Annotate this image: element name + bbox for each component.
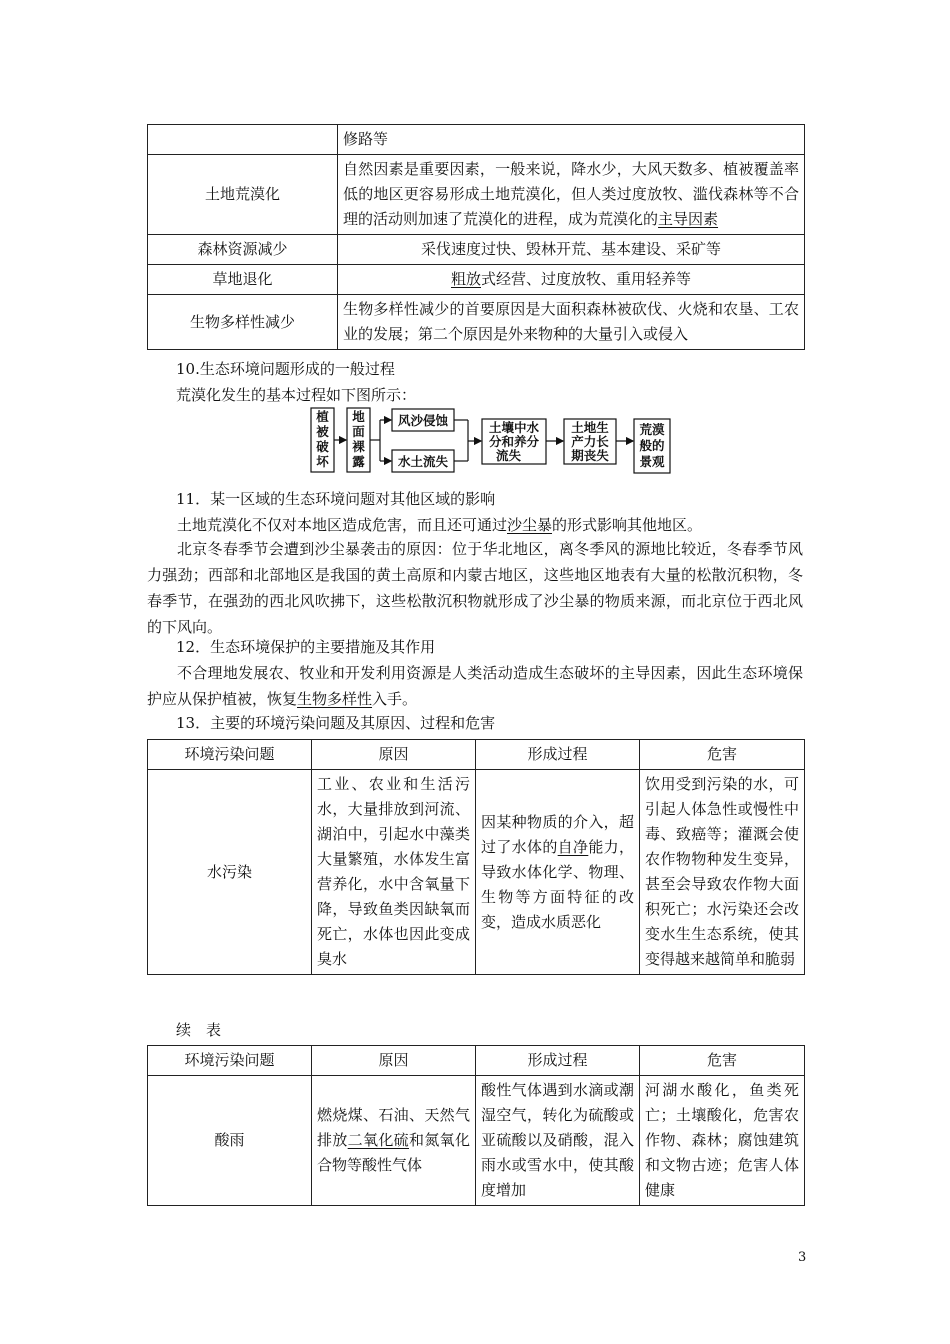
section-heading-13: 13．主要的环境污染问题及其原因、过程和危害 (176, 714, 496, 732)
table-row (148, 235, 805, 265)
flow-text: 坏 (316, 454, 329, 469)
table-cell (148, 125, 338, 155)
table-cell: 酸性气体遇到水滴或潮湿空气，转化为硫酸或亚硫酸以及硝酸，混入雨水或雪水中，使其酸度增加 (476, 1076, 640, 1206)
page-number: 3 (798, 1250, 807, 1265)
table-cell: 自然因素是重要因素，一般来说，降水少，大风天数多、植被覆盖率低的地区更容易形成土地荒漠化，但人类过度放牧、滥伐森林等不合理的活动则加速了荒漠化的进程，成为荒漠化的主导因素 (338, 155, 805, 235)
key-term: 沙尘暴 (507, 516, 553, 534)
table-cell: 生物多样性减少的首要原因是大面积森林被砍伐、火烧和农垦、工农业的发展；第二个原因是外来物种的大量引入或侵入 (338, 295, 805, 350)
row-label-biodiversity: 生物多样性减少 (148, 295, 338, 350)
flow-text: 分和养分 (488, 434, 540, 449)
pollution-problem: 水污染 (148, 770, 312, 975)
pollution-table (147, 739, 805, 975)
key-term: 生物多样性 (297, 690, 373, 708)
table-cell: 河湖水酸化，鱼类死亡；土壤酸化，危害农作物、森林；腐蚀建筑和文物古迹；危害人体健康 (640, 1076, 805, 1206)
flow-text: 流失 (496, 448, 522, 463)
flow-text: 裸 (352, 439, 365, 454)
table-header-row (148, 740, 805, 770)
table-cell: 粗放式经营、过度放牧、重用轻养等 (338, 265, 805, 295)
key-term: 自净 (557, 837, 589, 856)
pollution-problem: 酸雨 (148, 1076, 312, 1206)
flow-text: 破 (316, 439, 329, 454)
flow-text: 露 (352, 454, 365, 469)
column-header: 形成过程 (476, 1046, 640, 1076)
paragraph: 北京冬春季节会遭到沙尘暴袭击的原因：位于华北地区，离冬季风的源地比较近，冬春季节风力强劲；西部和北部地区是我国的黄土高原和内蒙古地区，这些地区地表有大量的松散沉积物，冬春季节，在强劲的西北风吹拂下，这些松散沉积物就形成了沙尘暴的物质来源，而北京位于西北风的下风向。 (147, 540, 803, 636)
flow-text: 植 (316, 409, 329, 424)
row-label-forest: 森林资源减少 (148, 235, 338, 265)
desertification-flow-diagram (310, 406, 672, 476)
ecology-problems-table (147, 124, 805, 350)
key-term: 主导因素 (658, 210, 719, 228)
table-header-row (148, 1046, 805, 1076)
section-heading-12: 12．生态环境保护的主要措施及其作用 (176, 638, 436, 656)
key-term: 二氧化硫 (347, 1131, 409, 1149)
pollution-table-continued (147, 1045, 805, 1206)
column-header: 环境污染问题 (148, 740, 312, 770)
column-header: 危害 (640, 1046, 805, 1076)
section-heading-10: 10.生态环境问题形成的一般过程 (176, 360, 395, 378)
column-header: 形成过程 (476, 740, 640, 770)
flow-text: 期丧失 (571, 448, 609, 463)
table-cell: 燃烧煤、石油、天然气排放二氧化硫和氮氧化合物等酸性气体 (312, 1076, 476, 1206)
table-row (148, 1076, 805, 1206)
table-cell: 工业、农业和生活污水，大量排放到河流、湖泊中，引起水中藻类大量繁殖，水体发生富营养化，水中含氧量下降，导致鱼类因缺氧而死亡，水体也因此变成臭水 (312, 770, 476, 975)
table-cell: 因某种物质的介入，超过了水体的自净能力，导致水体化学、物理、生物等方面特征的改变，造成水质恶化 (476, 770, 640, 975)
flow-text: 产力长 (571, 434, 609, 449)
table-row (148, 125, 805, 155)
flow-text: 面 (352, 424, 365, 439)
flow-text: 地 (352, 409, 365, 424)
row-label-grassland: 草地退化 (148, 265, 338, 295)
flow-text: 景观 (639, 454, 665, 469)
flow-text: 土地生 (571, 420, 609, 435)
table-cell: 修路等 (338, 125, 805, 155)
paragraph: 土地荒漠化不仅对本地区造成危害，而且还可通过沙尘暴的形式影响其他地区。 (177, 516, 703, 534)
flow-text: 被 (316, 424, 329, 439)
key-term: 粗放 (450, 270, 481, 288)
column-header: 原因 (312, 740, 476, 770)
table-row (148, 295, 805, 350)
table-row (148, 265, 805, 295)
section-heading-11: 11．某一区域的生态环境问题对其他区域的影响 (176, 490, 496, 508)
table-row (148, 770, 805, 975)
table-cell: 采伐速度过快、毁林开荒、基本建设、采矿等 (338, 235, 805, 265)
flow-text: 水土流失 (397, 454, 449, 469)
column-header: 危害 (640, 740, 805, 770)
flow-text: 荒漠 (639, 422, 665, 437)
column-header: 环境污染问题 (148, 1046, 312, 1076)
flow-text: 风沙侵蚀 (397, 413, 449, 428)
section-intro-10: 荒漠化发生的基本过程如下图所示： (176, 386, 417, 404)
row-label-desertification: 土地荒漠化 (148, 155, 338, 235)
continued-label: 续 表 (176, 1021, 222, 1039)
flow-text: 土壤中水 (488, 420, 540, 435)
table-row (148, 155, 805, 235)
flow-text: 般的 (639, 438, 665, 453)
paragraph: 不合理地发展农、牧业和开发利用资源是人类活动造成生态破坏的主导因素，因此生态环境保护应从保护植被，恢复生物多样性入手。 (147, 664, 803, 708)
table-cell: 饮用受到污染的水，可引起人体急性或慢性中毒、致癌等；灌溉会使农作物物种发生变异，甚至会导致农作物大面积死亡；水污染还会改变水生生态系统，使其变得越来越简单和脆弱 (640, 770, 805, 975)
column-header: 原因 (312, 1046, 476, 1076)
